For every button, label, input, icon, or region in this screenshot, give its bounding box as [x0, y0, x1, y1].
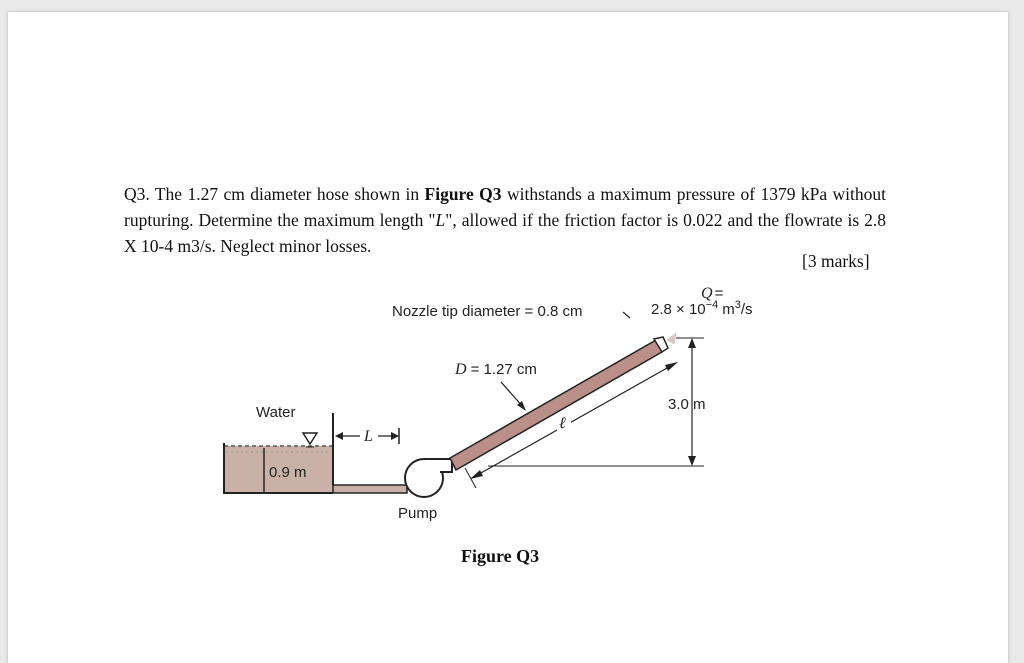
length-symbol: L — [435, 210, 446, 230]
suction-pipe — [333, 485, 407, 493]
diameter-symbol: D — [455, 361, 467, 378]
question-text-1: The 1.27 cm diameter hose shown in — [154, 184, 420, 204]
height-arrow-bottom-icon — [688, 456, 696, 466]
pump-label: Pump — [398, 505, 438, 522]
q-equals: = — [714, 285, 724, 302]
q-value: 2.8 × 10 — [651, 301, 706, 318]
q-unit-exp: 3 — [734, 299, 741, 311]
depth-label: 0.9 m — [269, 464, 307, 481]
water-surface-symbol-icon — [303, 433, 317, 444]
L-symbol: L — [364, 428, 373, 445]
question-text-2: withstands a maximum pressure of 1379 kPa without rupturing. Determine the maximum length " — [124, 184, 886, 230]
nozzle-spray — [667, 333, 676, 344]
diameter-value: = 1.27 cm — [470, 361, 537, 378]
diameter-label — [454, 361, 537, 378]
q-unit-tail: /s — [740, 301, 753, 318]
height-arrow-top-icon — [688, 338, 696, 348]
length-arrow-top-icon — [665, 362, 678, 371]
length-ext-bottom — [465, 468, 476, 488]
question-number: Q3. — [124, 184, 150, 204]
marks-label: [3 marks] — [802, 251, 870, 271]
hose — [450, 340, 662, 470]
q-symbol: Q — [701, 285, 713, 302]
water-label: Water — [256, 404, 296, 421]
nozzle-label: Nozzle tip diameter = 0.8 cm — [392, 303, 583, 320]
nozzle-leader — [623, 312, 630, 318]
length-arrow-bottom-icon — [470, 470, 483, 479]
q-unit: m — [722, 301, 735, 318]
height-label: 3.0 m — [668, 396, 706, 413]
L-arrow-left-icon — [335, 432, 343, 440]
figure-caption: Figure Q3 — [461, 546, 540, 566]
length-ell-symbol: ℓ — [559, 415, 566, 432]
figure-reference: Figure Q3 — [424, 184, 502, 204]
question-text-3: ", allowed if the friction factor is 0.022 and the flowrate is 2.8 X 10-4 m3/s. Neglect minor losses. — [124, 210, 886, 256]
length-dimension-line — [472, 363, 676, 478]
q-exponent: −4 — [705, 299, 719, 311]
flowrate-value — [651, 299, 752, 318]
L-arrow-right-icon — [391, 432, 399, 440]
